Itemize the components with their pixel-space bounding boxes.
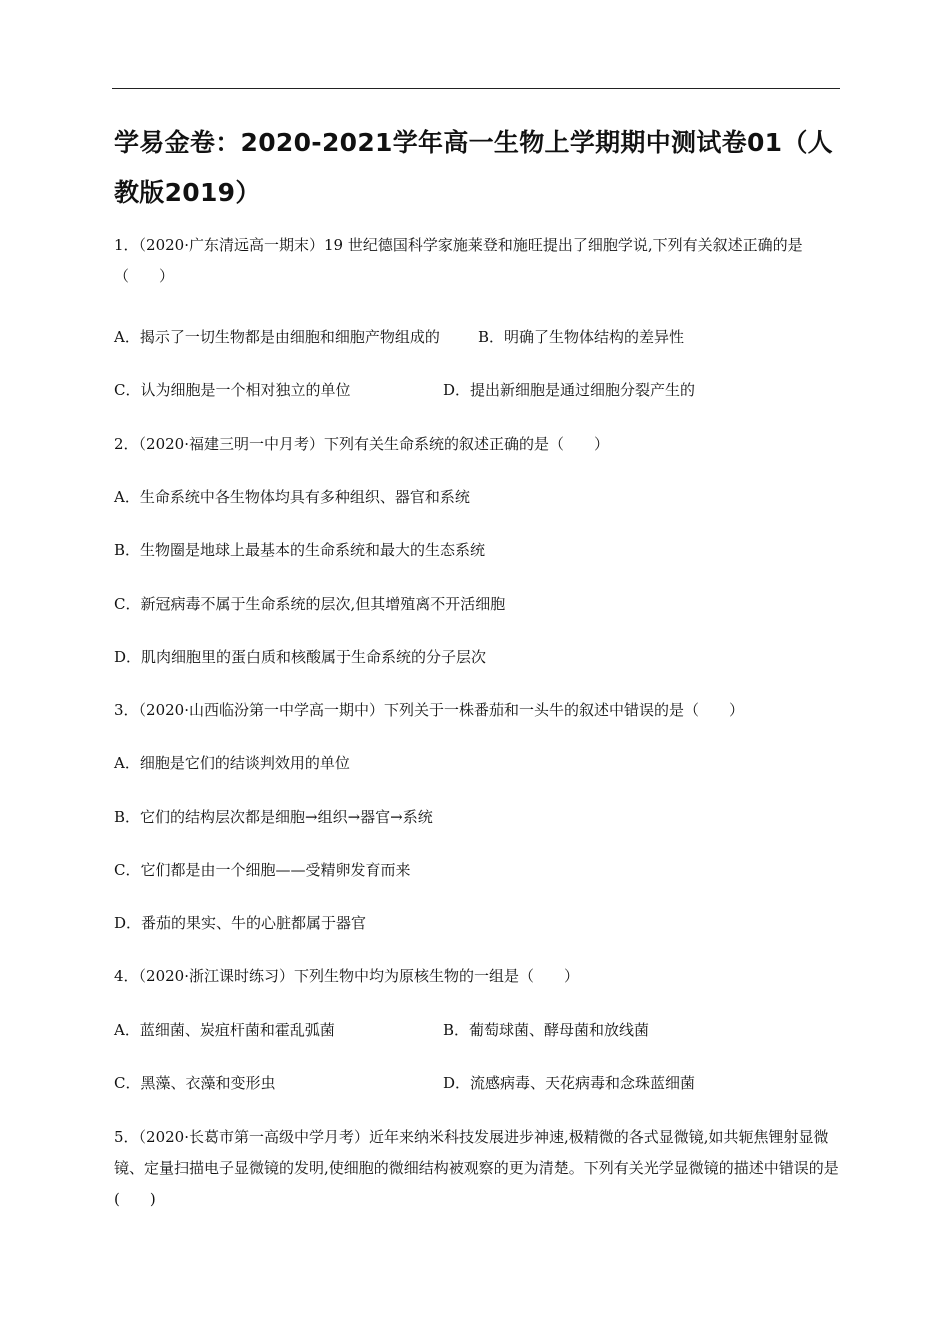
header-rule: [112, 88, 840, 89]
question-1-stem: 1．（2020·广东清远高一期末）19 世纪德国科学家施莱登和施旺提出了细胞学说,下列有关叙述正确的是（ ）: [114, 236, 803, 285]
document-title: 学易金卷：2020-2021学年高一生物上学期期中测试卷01（人教版2019）: [114, 128, 833, 207]
question-2-option-b: B．生物圈是地球上最基本的生命系统和最大的生态系统: [114, 541, 486, 559]
question-2-option-c: C．新冠病毒不属于生命系统的层次,但其增殖离不开活细胞: [114, 595, 506, 613]
question-1-option-b: B．明确了生物体结构的差异性: [478, 328, 685, 346]
question-3-option-b: B．它们的结构层次都是细胞→组织→器官→系统: [114, 808, 433, 826]
question-4-option-d: D．流感病毒、天花病毒和念珠蓝细菌: [443, 1074, 696, 1092]
question-1-option-c: C．认为细胞是一个相对独立的单位: [114, 381, 351, 399]
question-3-option-a: A．细胞是它们的结谈判效用的单位: [114, 754, 350, 772]
question-4-stem: 4．（2020·浙江课时练习）下列生物中均为原核生物的一组是（ ）: [114, 967, 579, 985]
question-1-option-a: A．揭示了一切生物都是由细胞和细胞产物组成的: [114, 328, 440, 346]
question-3-option-d: D．番茄的果实、牛的心脏都属于器官: [114, 914, 367, 932]
question-2-option-d: D．肌肉细胞里的蛋白质和核酸属于生命系统的分子层次: [114, 648, 487, 666]
question-4-option-c: C．黑藻、衣藻和变形虫: [114, 1074, 276, 1092]
question-1-option-d: D．提出新细胞是通过细胞分裂产生的: [443, 381, 696, 399]
question-4-option-b: B．葡萄球菌、酵母菌和放线菌: [443, 1021, 650, 1039]
question-2-stem: 2．（2020·福建三明一中月考）下列有关生命系统的叙述正确的是（ ）: [114, 435, 609, 453]
question-3-stem: 3．（2020·山西临汾第一中学高一期中）下列关于一株番茄和一头牛的叙述中错误的是（ ）: [114, 701, 744, 719]
question-4-option-a: A．蓝细菌、炭疽杆菌和霍乱弧菌: [114, 1021, 335, 1039]
question-3-option-c: C．它们都是由一个细胞——受精卵发育而来: [114, 861, 411, 879]
question-5-stem: 5．（2020·长葛市第一高级中学月考）近年来纳米科技发展进步神速,极精微的各式显微镜,如共轭焦锂射显微镜、定量扫描电子显微镜的发明,使细胞的微细结构被观察的更为清楚。下列有关光学显微镜的描述中错误的是( ): [114, 1128, 839, 1208]
question-2-option-a: A．生命系统中各生物体均具有多种组织、器官和系统: [114, 488, 470, 506]
